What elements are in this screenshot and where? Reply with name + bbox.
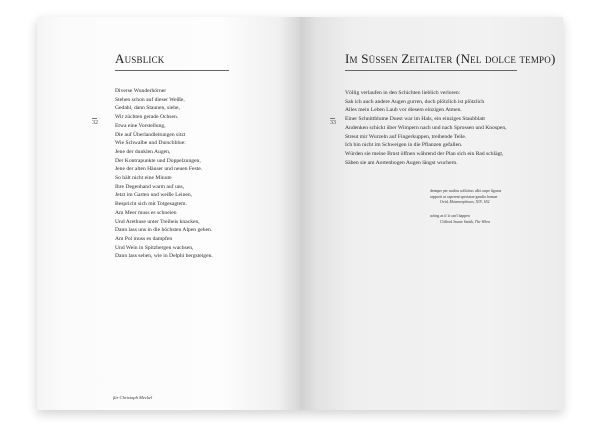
epigraph-smith [430,214,490,225]
poem-line: Wie Schwalbe und Durschblue: [115,140,186,147]
epigraph-source [430,220,490,226]
poem-line: Gedahl, dann Staunen, siehe, [115,105,180,112]
poem-line: Dann lass sehen, wie in Delphi bergsteigen. [115,253,213,260]
page-number-value: 32 [92,120,98,126]
poem-line: Streut mir Wurzeln auf Fingerkuppen, treibende Teile. [345,133,467,140]
poem-line: Völlig verlaufen in den Schichten lieblich verloren: [345,90,461,96]
poem-line: Und Arethuse unter Treibeis knacken, [115,218,200,225]
poem-line: Alles mein Leben Laub vor diesem einzigen Atmen. [345,107,462,114]
poem-title-initial: A [115,51,125,66]
epigraph-line: rapportt ut caperent spectatae gaudia formae [430,194,498,199]
poem-title-rest: usblick [124,51,165,66]
epigraph-ovid [430,189,501,206]
poem-title [115,51,165,67]
poem-line: Am Pol muss es dampfen [115,235,173,242]
poem-line: Andenken schickt über Wimpern nach und nach Sprossen und Knospen, [345,124,507,131]
poem-line: Diverse Wunderhörner [115,88,167,94]
poem-title-initial: I [345,51,350,66]
epigraph-source-work: Metamorphoses [449,200,474,205]
title-rule [345,70,517,71]
dedication: für Christoph Meckel [113,395,153,400]
page-number-value: 33 [330,120,336,126]
epigraph-source [430,200,501,206]
poem-title-initial: Z [401,51,410,66]
left-page [37,17,300,410]
poem-title-word: el dolce tempo) [470,51,556,66]
poem-line: Am Meer muss es schneien [115,209,177,216]
epigraph-source-author: Clifford Jeaure Smith, [440,219,475,224]
poem-title-word: eitalter [409,51,457,66]
poem-title-initial: (N [456,51,471,66]
poem-lines [115,87,213,261]
poem-line: Jene der alten Häuser und neuen Feste. [115,166,203,173]
poem-line: Die auf Überlandleitungen sitzt [115,131,186,138]
poem-line: Einer Schnittblume Duest war im Hals, ein einziges Staubblatt [345,116,485,123]
right-page [300,17,563,410]
poem-line: Jetzt im Garten und weiße Leinen, [115,192,193,199]
page-number-tick [92,118,97,119]
page-number [92,118,98,126]
poem-line: So hält nicht eine Minute [115,175,172,182]
poem-title-initial: S [361,51,369,66]
poem-line: Stehen schon auf dieser Weiße, [115,96,185,103]
poem-line: Jene der dunklen Augen, [115,148,171,155]
poem-title-word: m [349,51,362,66]
poem-line: Bespricht sich mit Totgesagtem. [115,201,187,208]
poem-lines [345,89,507,167]
epigraph-source-work: The When [474,219,491,224]
poem-line: Etwa eine Vorstellung, [115,122,166,129]
epigraph-source-author: Ovid, [440,200,450,205]
poem-title [345,51,556,67]
page-number [330,118,336,126]
page-number-tick [330,118,335,119]
poem-line: Sah ich auch andere Augen gurren, doch plötzlich ist plötzlich [345,98,485,105]
poem-line: Und Wein in Spitzbergen wachsen, [115,244,194,251]
poem-line: Der Kontrapunkte und Doppelzungen, [115,157,201,164]
poem-line: Wir züchten gerade Ochsen. [115,114,179,121]
open-book [37,17,563,410]
epigraph-line: acting as if it can't happen [430,214,470,218]
poem-line: Säben sie am Aortenbogen Augen längst wuchern. [345,159,458,166]
poem-line: Ihre Degenhand warm auf uns, [115,183,185,190]
epigraph-line: denique per multos sollicitus ulbi carpe figuras [430,189,502,193]
poem-title-word: üßen [368,51,402,66]
poem-line: Dann lass uns in die höchsten Alpen gehen. [115,227,213,234]
poem-line: Ich bin nicht im Schweigen in die Pflanzen gefallen. [345,142,463,149]
title-rule [115,70,229,71]
epigraph-source-ref: , XIV, 652 [473,200,490,205]
poem-line: Würden sie meine Brust öffnen während der Plan sich ein Rad schlägt, [345,150,504,157]
